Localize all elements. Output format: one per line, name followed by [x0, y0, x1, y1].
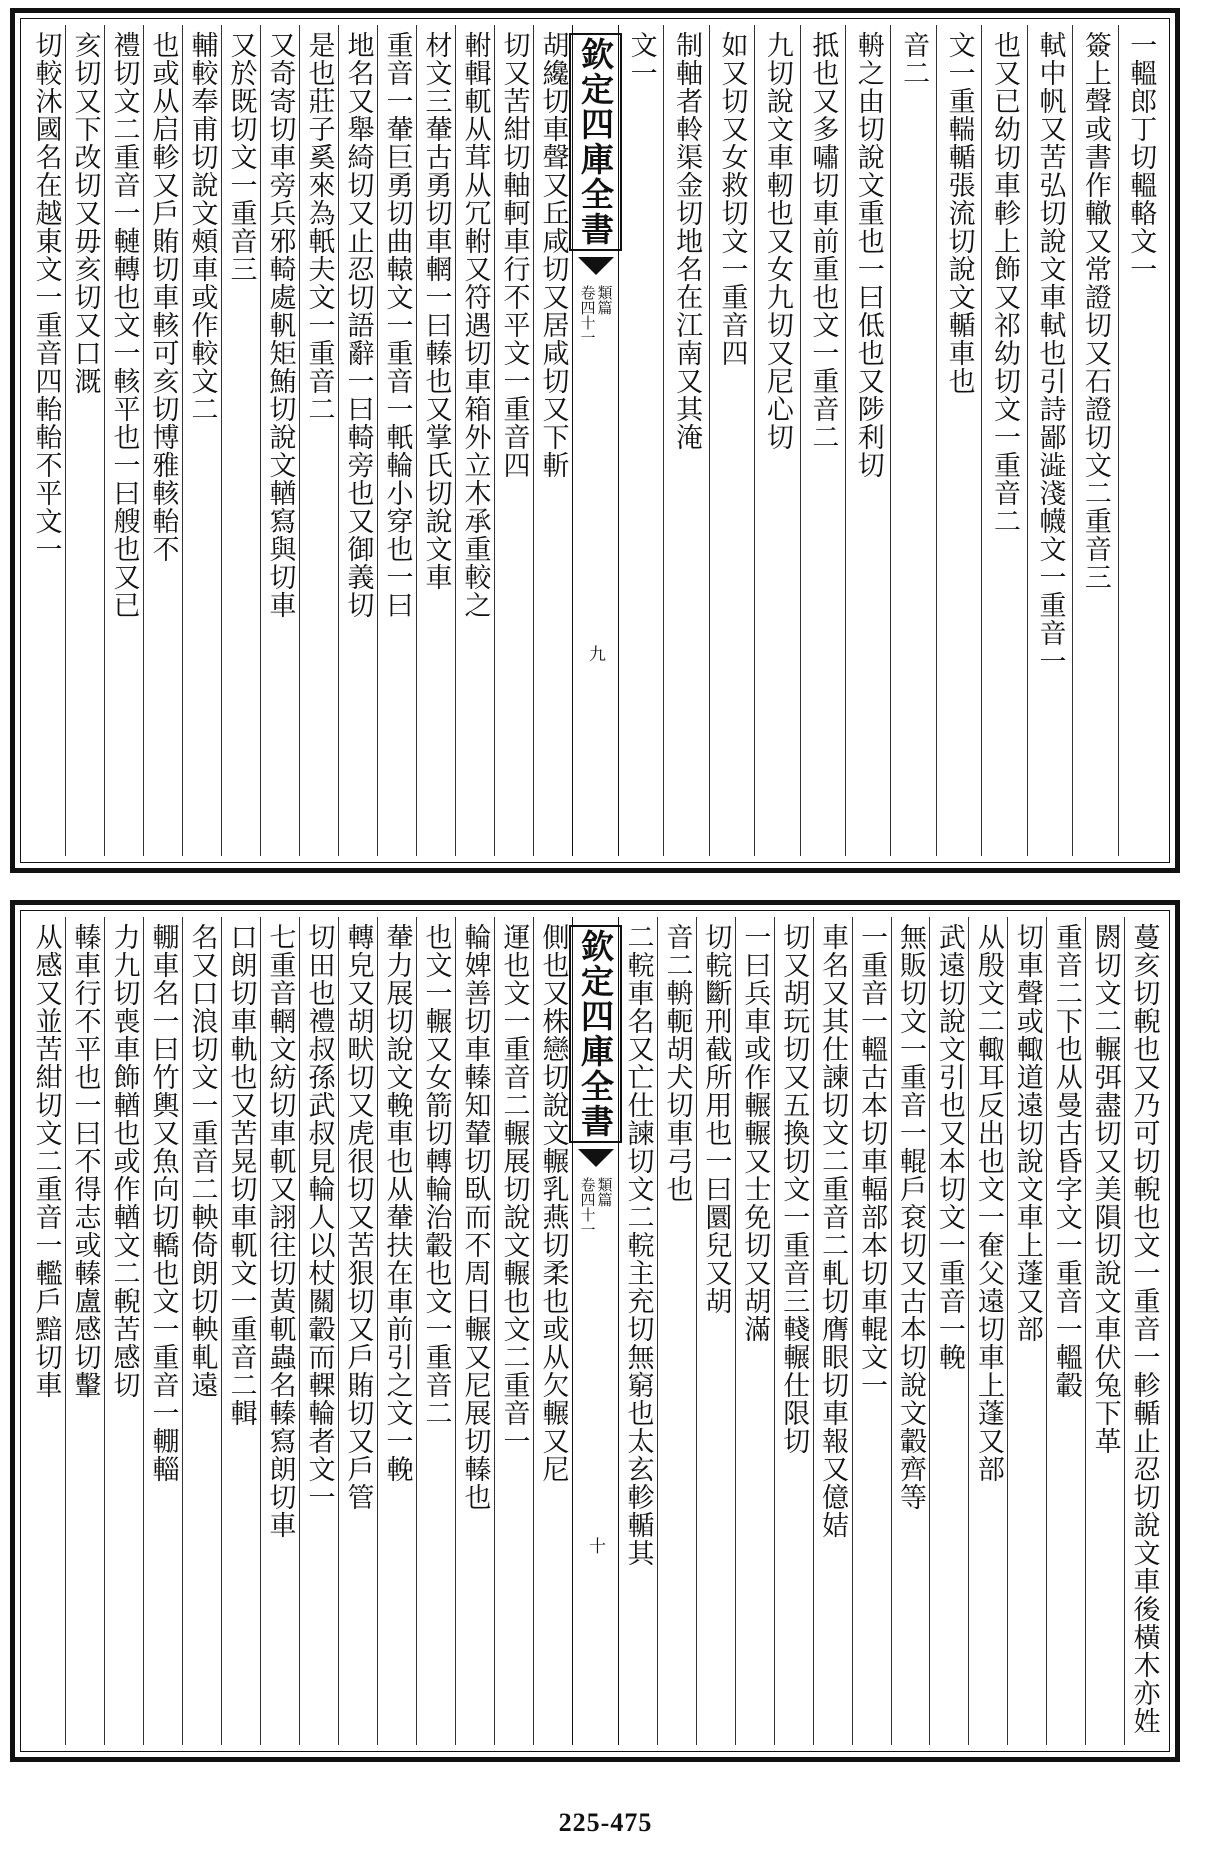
text-column: [299, 917, 338, 1745]
column-text: 輪婢善切車轃知輦切臥而不周日輾又尼展切轃也: [459, 923, 491, 1511]
column-text: 切又胡玩切又五換切文一重音三輚輾仕限切: [778, 923, 810, 1455]
column-text: 音二輈軛胡犬切車弓也: [661, 923, 693, 1203]
column-text: 也或从启軫又戶賄切車輆可亥切博雅輆軩不: [147, 31, 179, 563]
text-column: [929, 917, 968, 1745]
text-column: [143, 917, 182, 1745]
text-column: [494, 917, 533, 1745]
column-text: 二輐車名又亡仕諫切文二輐主充切無窮也太玄軫輴其: [622, 923, 654, 1567]
left-text-block: [27, 25, 572, 856]
column-text: 是也莊子奚來為軝夫文一重音二: [303, 31, 335, 423]
column-text: 運也文一重音二輾展切說文輾也文二重音一: [498, 923, 530, 1455]
column-text: 材文三輂古勇切車輞一曰轃也又掌氏切說文車: [420, 31, 452, 591]
column-text: 抵也又多嘯切車前重也文一重音二: [807, 31, 839, 451]
column-text: 切車聲或輙道遠切說文車上蓬又部: [1011, 923, 1043, 1343]
text-column: [696, 917, 735, 1745]
text-column: [260, 917, 299, 1745]
text-column: [1027, 25, 1072, 856]
column-text: 切較沐國名在越東文一重音四軩軩不平文一: [30, 31, 62, 563]
text-column: [1072, 25, 1117, 856]
top-page-frame: [10, 8, 1180, 873]
column-text: 九切說文車軔也又女九切又尼心切: [761, 31, 793, 451]
text-column: [1085, 917, 1124, 1745]
text-column: [455, 25, 494, 856]
column-text: 文一重輲輴張流切說文輴車也: [943, 31, 975, 395]
column-text: 从殷文二輙耳反出也文一奞父遠切車上蓬又部: [972, 923, 1004, 1483]
column-text: 軵輯軏从茸从冗軵又符遇切車箱外立木承重較之: [459, 31, 491, 619]
text-column: [221, 25, 260, 856]
category-label: 類篇: [595, 1177, 614, 1207]
text-column: [65, 25, 104, 856]
text-column: [852, 917, 891, 1745]
text-column: [663, 25, 708, 856]
column-text: 力九切喪車飾輶也或作輶文二輗苦感切: [108, 923, 140, 1399]
text-column: [182, 917, 221, 1745]
fold-meta: [580, 285, 612, 345]
fold-meta: [580, 1177, 612, 1237]
text-column: [338, 917, 377, 1745]
text-column: [936, 25, 981, 856]
column-text: 閼切文二輾弭盡切又美隕切說文車伏兔下革: [1089, 923, 1121, 1455]
text-column: [735, 917, 774, 1745]
text-column: [533, 25, 572, 856]
column-text: 文一: [625, 31, 657, 87]
text-column: [494, 25, 533, 856]
column-text: 無販切文一重音一輥戶袞切又古本切說文轂齊等: [895, 923, 926, 1511]
text-column: [1046, 917, 1085, 1745]
center-fold: [572, 25, 619, 856]
column-text: 簽上聲或書作轍又常證切又石證切文二重音三: [1079, 31, 1111, 591]
bottom-page-frame: [10, 900, 1180, 1762]
text-column: [968, 917, 1007, 1745]
column-text: 切又苦紺切軸軻車行不平文一重音四: [498, 31, 530, 479]
text-column: [27, 25, 65, 856]
text-column: [338, 25, 377, 856]
text-column: [377, 25, 416, 856]
column-text: 胡纔切車聲又丘咸切又居咸切又下斬: [537, 31, 569, 479]
text-column: [1118, 25, 1163, 856]
text-column: [800, 25, 845, 856]
column-text: 側也又株戀切說文輾乳燕切柔也或从欠輾又尼: [537, 923, 569, 1483]
column-text: 又於既切文一重音三: [225, 31, 257, 283]
column-text: 如又切又女救切文一重音四: [716, 31, 748, 367]
text-column: [455, 917, 494, 1745]
text-column: [416, 25, 455, 856]
text-column: [657, 917, 696, 1745]
text-column: [104, 917, 143, 1745]
page-code: 225-475: [558, 1808, 653, 1837]
column-text: 音二: [898, 31, 930, 87]
column-text: 轉皃又胡畎切又虎很切又苦狠切又戶賄切又戶管: [342, 923, 374, 1511]
column-text: 一重音一轀古本切車輻部本切車輥文一: [856, 923, 888, 1399]
text-column: [1124, 917, 1163, 1745]
right-text-block: [618, 25, 1163, 856]
text-column: [221, 917, 260, 1745]
column-text: 一曰兵車或作輾輾又士免切又胡滿: [739, 923, 771, 1343]
text-column: [891, 917, 930, 1745]
text-column: [813, 917, 852, 1745]
leaf-number: 十: [585, 1537, 605, 1554]
book-title: 欽定四庫全書: [569, 33, 622, 251]
text-column: [890, 25, 935, 856]
column-text: 輈之由切說文重也一曰低也又陟利切: [852, 31, 884, 479]
column-text: 重音二下也从曼古昏字文一重音一轀轂: [1050, 923, 1082, 1399]
volume-label: 卷四十一: [578, 1177, 597, 1237]
text-column: [774, 917, 813, 1745]
text-column: [416, 917, 455, 1745]
column-text: 輔較奉甫切說文頰車或作較文二: [186, 31, 218, 423]
text-column: [533, 917, 572, 1745]
text-column: [27, 917, 65, 1745]
column-text: 輂力展切說文輓車也从輂扶在車前引之文一輓: [381, 923, 413, 1483]
text-column: [1007, 917, 1046, 1745]
text-column: [104, 25, 143, 856]
column-text: 軾中帆又苦弘切說文車軾也引詩鄙澁淺幭文一重音一: [1034, 31, 1066, 675]
column-text: 从感又並苦紺切文二重音一轞戶黯切車: [30, 923, 62, 1399]
column-text: 蔓亥切輗也又乃可切輗也文一重音一軫輴止忍切說文車後橫木亦姓: [1128, 923, 1160, 1735]
column-text: 重音一輂巨勇切曲轅文一重音一軝輪小穿也一曰: [381, 31, 413, 619]
column-text: 也文一輾又女箭切轉輪治轂也文一重音二: [420, 923, 452, 1427]
column-text: 地名又舉綺切又止忍切語辭一曰輢旁也又御義切: [342, 31, 374, 619]
column-text: 又奇寄切車旁兵邪輢處軓矩鮪切說文輶寫與切車: [264, 31, 296, 619]
column-text: 亥切又下改切又毋亥切又口溉: [69, 31, 101, 395]
column-text: 制軸者軨渠金切地名在江南又其淹: [671, 31, 703, 451]
text-column: [709, 25, 754, 856]
column-text: 一轀郎丁切轀輅文一: [1125, 31, 1157, 283]
text-column: [299, 25, 338, 856]
text-column: [143, 25, 182, 856]
text-column: [618, 917, 657, 1745]
text-column: [618, 25, 663, 856]
column-text: 輣車名一曰竹輿又魚向切轎也文一重音一輣輜: [147, 923, 179, 1483]
fish-tail-mark: [578, 257, 614, 275]
column-text: 轃車行不平也一曰不得志或轃盧感切轚: [69, 923, 101, 1399]
leaf-number: 九: [585, 645, 605, 662]
center-fold: [572, 917, 619, 1745]
book-title: 欽定四庫全書: [569, 925, 622, 1143]
text-column: [65, 917, 104, 1745]
text-column: [981, 25, 1026, 856]
column-text: 名又口浪切文一重音二軮倚朗切軮軋遠: [186, 923, 218, 1399]
right-text-block: [618, 917, 1163, 1745]
column-text: 也又已幼切車軫上飾又祁幼切文一重音二: [989, 31, 1021, 535]
column-text: 武遠切說文引也又本切文一重音一輓: [933, 923, 965, 1371]
text-column: [377, 917, 416, 1745]
left-text-block: [27, 917, 572, 1745]
column-text: 口朗切車軌也又苦晃切車軏文一重音二輯: [225, 923, 257, 1427]
volume-label: 卷四十一: [578, 285, 597, 345]
column-text: 七重音輞文紡切車軏又詡往切黃軏蟲名轃寫朗切車: [264, 923, 296, 1539]
column-text: 切輐斷刑截所用也一曰圜兒又胡: [700, 923, 732, 1315]
text-column: [182, 25, 221, 856]
text-column: [260, 25, 299, 856]
column-text: 切田也禮叔孫武叔見輪人以杖關轂而輠輪者文一: [303, 923, 335, 1511]
category-label: 類篇: [595, 285, 614, 315]
fish-tail-mark: [578, 1149, 614, 1167]
text-column: [845, 25, 890, 856]
text-column: [754, 25, 799, 856]
column-text: 車名又其仕諫切文二重音二軋切膺眼切車報又億姞: [817, 923, 849, 1539]
column-text: 禮切文二重音一轋轉也文一輆平也一曰艘也又已: [108, 31, 140, 619]
